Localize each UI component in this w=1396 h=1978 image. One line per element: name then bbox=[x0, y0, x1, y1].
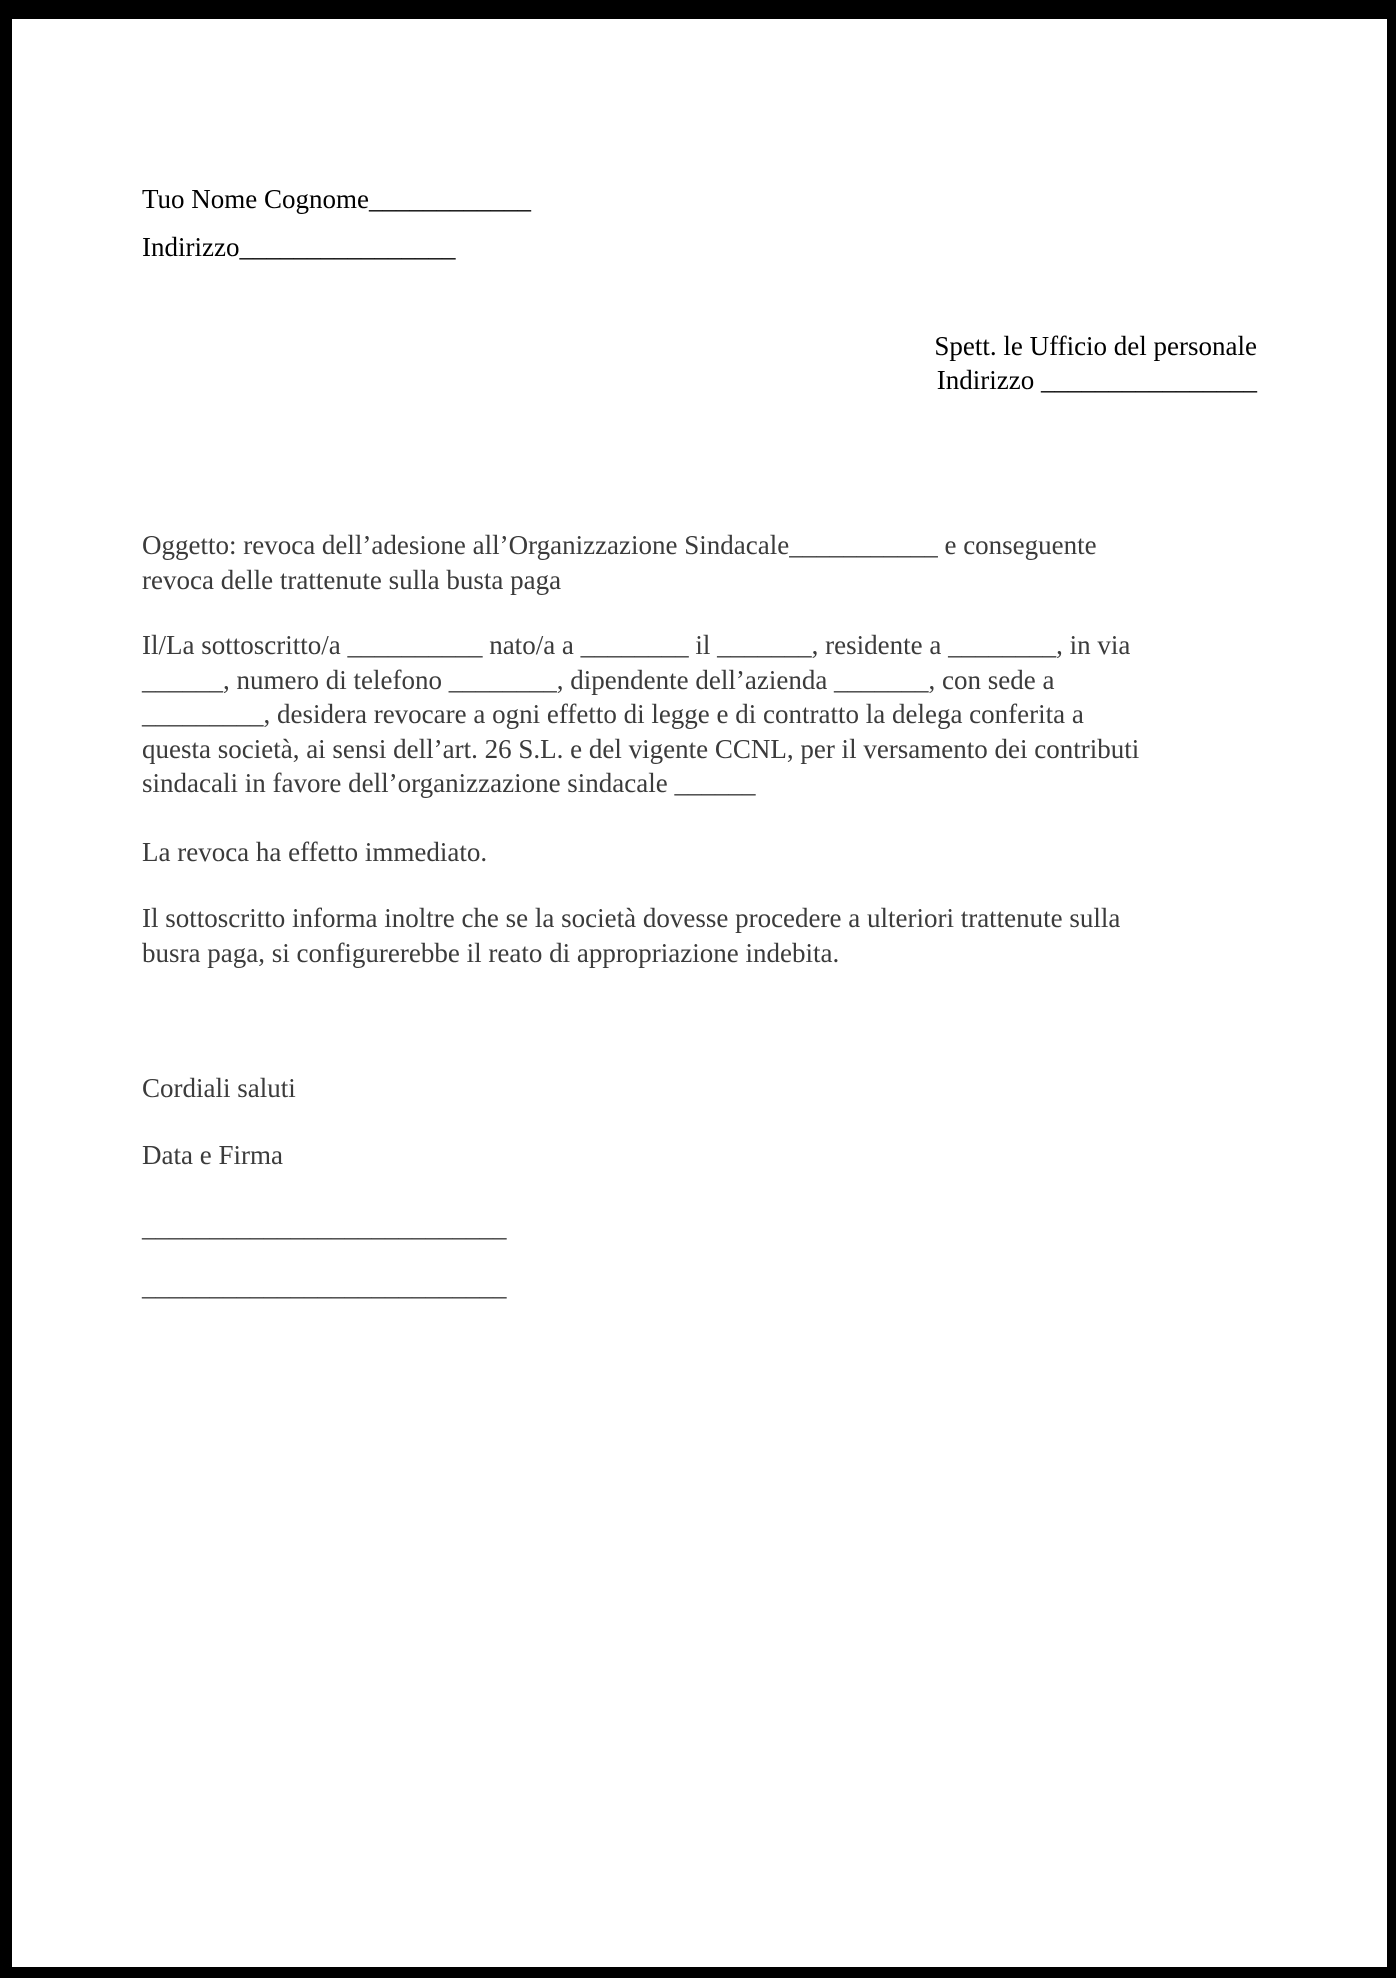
recipient-office-line: Spett. le Ufficio del personale bbox=[934, 331, 1257, 361]
greeting-text: Cordiali saluti bbox=[142, 1073, 296, 1103]
date-signature-label: Data e Firma bbox=[142, 1140, 283, 1170]
signature-line: ___________________________ bbox=[142, 1271, 507, 1301]
immediate-effect-text: La revoca ha effetto immediato. bbox=[142, 837, 488, 867]
sender-name-line: Tuo Nome Cognome____________ bbox=[142, 184, 532, 214]
warning-line: Il sottoscritto informa inoltre che se la società dovesse procedere a ulteriori trattenute sulla bbox=[142, 903, 1121, 933]
warning-paragraph bbox=[142, 901, 1257, 970]
declaration-line: sindacali in favore dell’organizzazione sindacale ______ bbox=[142, 768, 756, 798]
declaration-line: _________, desidera revocare a ogni effetto di legge e di contratto la delega conferita a bbox=[142, 699, 1084, 729]
subject-line: Oggetto: revoca dell’adesione all’Organizzazione Sindacale___________ e conseguente bbox=[142, 530, 1097, 560]
subject-paragraph bbox=[142, 528, 1257, 597]
declaration-paragraph bbox=[142, 628, 1257, 801]
document-page bbox=[12, 19, 1387, 1967]
declaration-line: Il/La sottoscritto/a __________ nato/a a ________ il _______, residente a ________, in via bbox=[142, 630, 1131, 660]
recipient-block bbox=[934, 329, 1257, 397]
declaration-line: questa società, ai sensi dell’art. 26 S.L. e del vigente CCNL, per il versamento dei contributi bbox=[142, 733, 1140, 764]
recipient-address-line: Indirizzo ________________ bbox=[936, 365, 1257, 395]
subject-line: revoca delle trattenute sulla busta paga bbox=[142, 564, 562, 595]
declaration-line: ______, numero di telefono ________, dipendente dell’azienda _______, con sede a bbox=[142, 664, 1055, 695]
sender-address-line: Indirizzo________________ bbox=[142, 232, 456, 262]
warning-line: busra paga, si configurerebbe il reato di appropriazione indebita. bbox=[142, 937, 840, 968]
date-line: ___________________________ bbox=[142, 1212, 507, 1242]
